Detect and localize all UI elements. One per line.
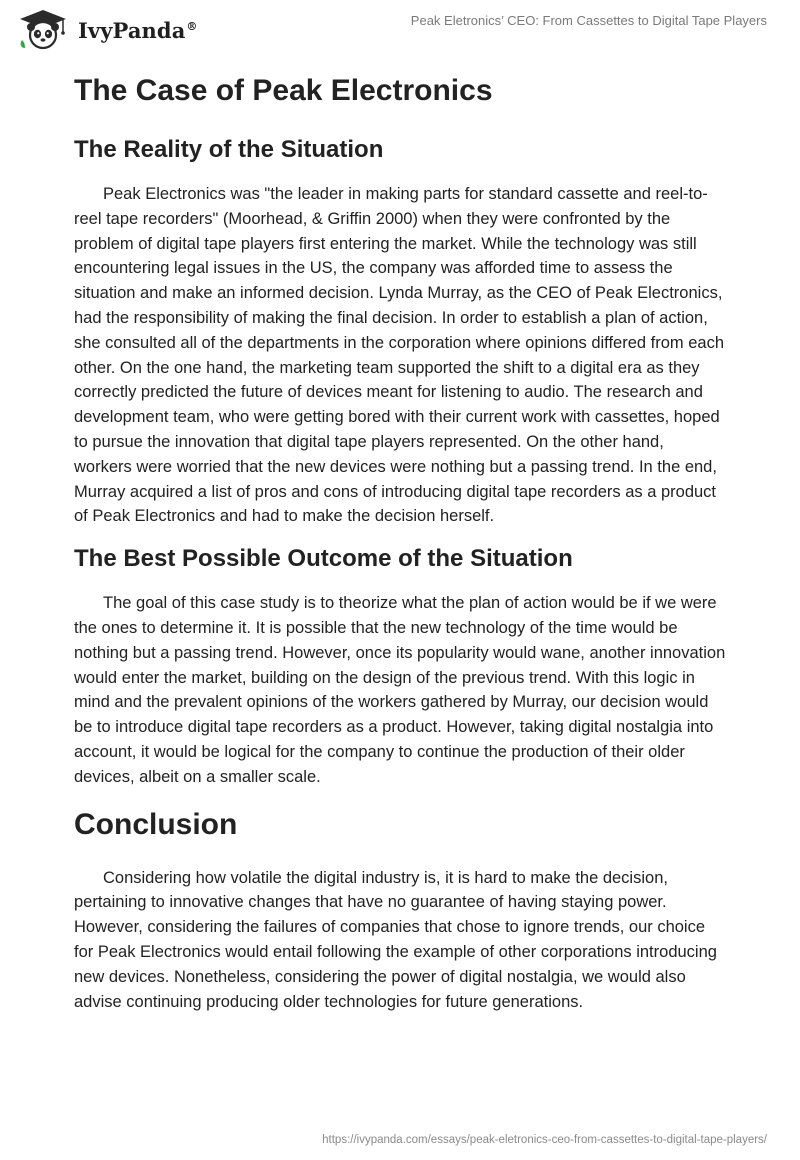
document-title: Peak Eletronics’ CEO: From Cassettes to Digital Tape Players — [410, 13, 767, 28]
conclusion-heading: Conclusion — [74, 807, 238, 841]
page-header — [0, 0, 800, 60]
registered-mark: ® — [186, 19, 198, 33]
section-paragraph-reality: Peak Electronics was "the leader in making parts for standard cassette and reel-to-reel tape recorders" (Moorhead, & Griffin 2000) when they were confronted by the problem of digital tape players first entering the market. While the technology was still encountering legal issues in the US, the company was afforded time to assess the situation and make an informed decision. Lynda Murray, as the CEO of Peak Electronics, had the responsibility of making the final decision. In order to establish a plan of action, she consulted all of the departments in the corporation where opinions differed from each other. On the one hand, the marketing team supported the shift to a digital era as they correctly predicted the future of devices meant for listening to audio. The research and development team, who were getting bored with their current work with cassettes, hoped to pursue the innovation that digital tape players represented. On the other hand, workers were worried that the new devices were nothing but a passing trend. In the end, Murray acquired a list of pros and cons of introducing digital tape recorders as a product of Peak Electronics and had to make the decision herself. — [74, 185, 725, 526]
article-content — [74, 70, 726, 1014]
section-heading-outcome: The Best Possible Outcome of the Situation — [74, 545, 573, 573]
source-url-link[interactable]: https://ivypanda.com/essays/peak-eletronics-ceo-from-cassettes-to-digital-tape-players/ — [322, 1134, 767, 1146]
panda-graduate-icon — [16, 8, 70, 50]
conclusion-paragraph: Considering how volatile the digital industry is, it is hard to make the decision, pertaining to innovative changes that have no guarantee of having staying power. However, considering the failures of companies that chose to ignore trends, our choice for Peak Electronics would entail following the example of other corporations introducing new devices. Nonetheless, considering the power of digital nostalgia, we would also advise continuing producing older technologies for future generations. — [74, 868, 717, 1011]
page-title: The Case of Peak Electronics — [74, 74, 493, 107]
ivypanda-logo[interactable] — [16, 8, 198, 50]
section-paragraph-outcome: The goal of this case study is to theorize what the plan of action would be if we were the ones to determine it. It is possible that the new technology of the time would be nothing but a passing trend. However, once its popularity would wane, another innovation would enter the market, building on the design of the previous trend. With this logic in mind and the prevalent opinions of the workers gathered by Murray, our decision would be to introduce digital tape recorders as a product. However, taking digital nostalgia into account, it would be logical for the company to continue the production of their older devices, albeit on a smaller scale. — [74, 594, 726, 786]
brand-name-text: IvyPanda — [78, 17, 186, 43]
section-heading-reality: The Reality of the Situation — [74, 136, 384, 163]
brand-name — [78, 18, 198, 43]
